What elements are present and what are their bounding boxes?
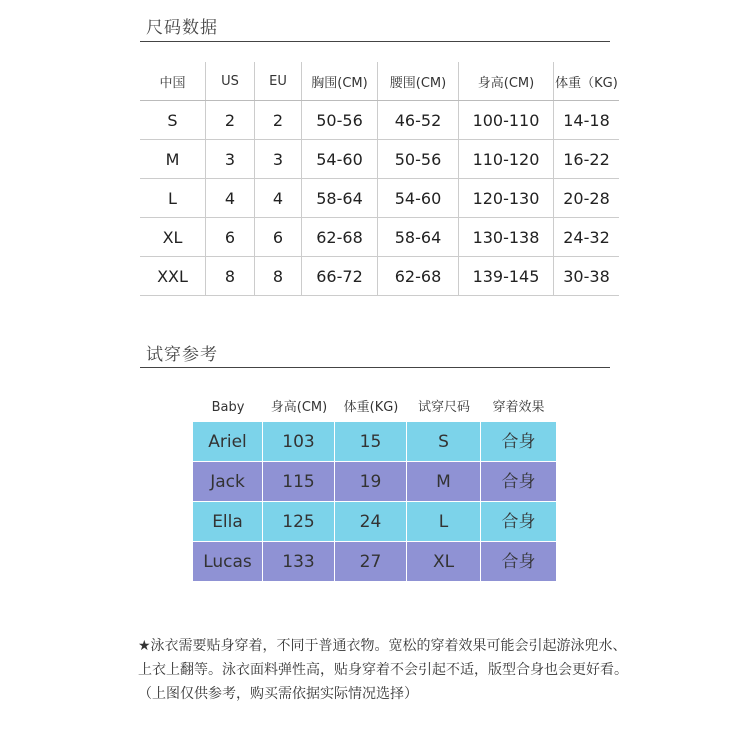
height-cell: 130-138 [459,218,554,257]
us-cell: 4 [206,179,255,218]
us-cell: 3 [206,140,255,179]
table-row [193,542,556,582]
table-row [193,422,556,462]
us-cell: 8 [206,257,255,296]
fit-section-title: 试穿参考 [146,345,218,365]
baby-name-cell: Lucas [193,542,263,582]
eu-cell: 2 [255,101,302,140]
size-cell: XL [407,542,481,582]
header-height: 身高(CM) [270,400,328,415]
eu-cell: 6 [255,218,302,257]
care-note: ★泳衣需要贴身穿着，不同于普通衣物。宽松的穿着效果可能会引起游泳兜水、上衣上翻等。泳衣面料弹性高，贴身穿着不会引起不适，版型合身也会更好看。（上图仅供参考，购买需依据实际情况选择） [138,638,628,702]
header-waist: 腰围(CM) [378,62,459,101]
waist-cell: 58-64 [378,218,459,257]
table-row [140,179,619,218]
table-row [193,462,556,502]
height-cell: 115 [263,462,335,502]
weight-cell: 27 [335,542,407,582]
size-section-title: 尺码数据 [146,18,218,38]
us-cell: 2 [206,101,255,140]
fit-reference-table [193,422,556,582]
fit-cell: 合身 [481,462,556,502]
baby-name-cell: Ariel [193,422,263,462]
table-row [140,257,619,296]
table-row [140,140,619,179]
size-cell: L [407,502,481,542]
eu-cell: 3 [255,140,302,179]
height-cell: 125 [263,502,335,542]
table-row [193,502,556,542]
fit-cell: 合身 [481,422,556,462]
weight-cell: 16-22 [554,140,620,179]
chest-cell: 58-64 [302,179,378,218]
height-cell: 103 [263,422,335,462]
chest-cell: 62-68 [302,218,378,257]
size-section-divider [140,41,610,42]
weight-cell: 19 [335,462,407,502]
header-baby: Baby [211,400,245,415]
fit-cell: 合身 [481,502,556,542]
height-cell: 139-145 [459,257,554,296]
size-cell: S [407,422,481,462]
weight-cell: 20-28 [554,179,620,218]
size-cell: M [407,462,481,502]
cn-size-cell: XL [140,218,206,257]
header-fit-effect: 穿着效果 [492,400,545,415]
weight-cell: 14-18 [554,101,620,140]
chest-cell: 50-56 [302,101,378,140]
weight-cell: 24-32 [554,218,620,257]
height-cell: 100-110 [459,101,554,140]
waist-cell: 54-60 [378,179,459,218]
size-table-header-row [140,62,619,101]
header-us: US [206,62,255,101]
fit-section-divider [140,367,610,368]
chest-cell: 66-72 [302,257,378,296]
eu-cell: 4 [255,179,302,218]
cn-size-cell: M [140,140,206,179]
header-eu: EU [255,62,302,101]
fit-cell: 合身 [481,542,556,582]
height-cell: 110-120 [459,140,554,179]
header-weight: 体重（KG) [554,62,620,101]
size-chart-table [140,62,619,296]
us-cell: 6 [206,218,255,257]
header-cn-size: 中国 [140,62,206,101]
cn-size-cell: XXL [140,257,206,296]
waist-cell: 62-68 [378,257,459,296]
fit-table-header-row [193,395,556,420]
baby-name-cell: Ella [193,502,263,542]
weight-cell: 24 [335,502,407,542]
height-cell: 120-130 [459,179,554,218]
baby-name-cell: Jack [193,462,263,502]
cn-size-cell: L [140,179,206,218]
height-cell: 133 [263,542,335,582]
chest-cell: 54-60 [302,140,378,179]
waist-cell: 46-52 [378,101,459,140]
cn-size-cell: S [140,101,206,140]
table-row [140,218,619,257]
header-tried-size: 试穿尺码 [417,400,470,415]
weight-cell: 30-38 [554,257,620,296]
eu-cell: 8 [255,257,302,296]
header-height: 身高(CM) [459,62,554,101]
table-row [140,101,619,140]
weight-cell: 15 [335,422,407,462]
header-weight: 体重(KG) [343,400,399,415]
header-chest: 胸围(CM) [302,62,378,101]
waist-cell: 50-56 [378,140,459,179]
